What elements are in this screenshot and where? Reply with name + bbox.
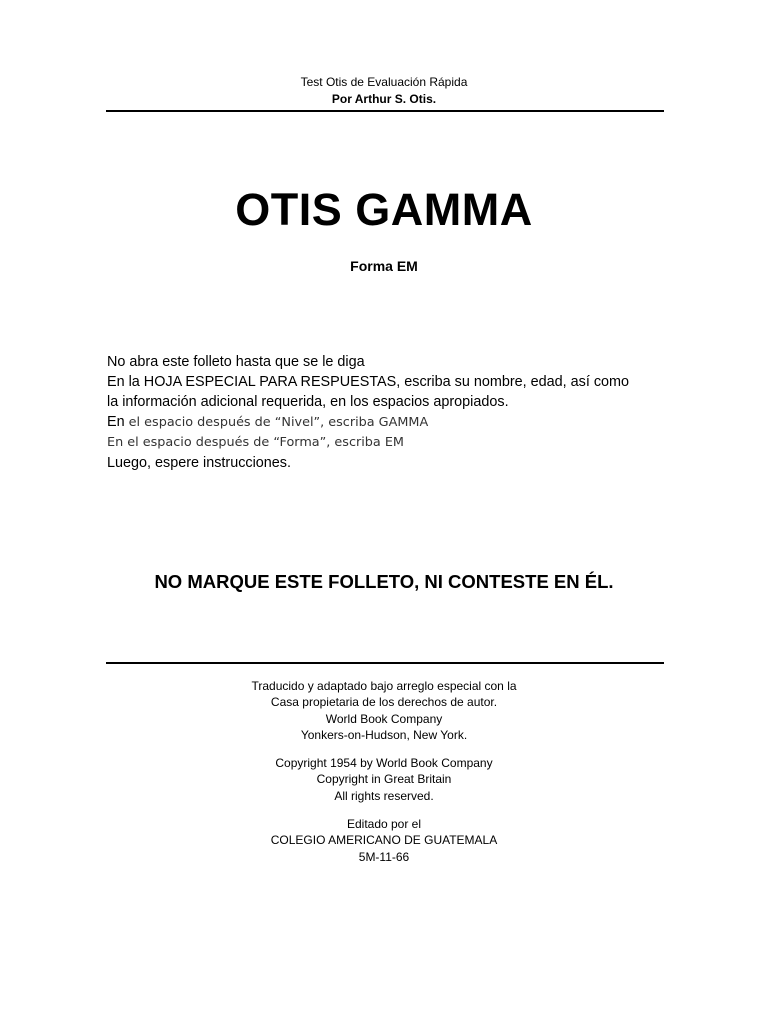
instructions-block (107, 352, 677, 473)
credit-line: COLEGIO AMERICANO DE GUATEMALA (270, 833, 498, 848)
credit-line: Editado por el (346, 817, 422, 832)
credit-line: Copyright in Great Britain (316, 772, 452, 787)
instruction-prefix: En (107, 414, 125, 430)
credit-line: Yonkers-on-Hudson, New York. (300, 727, 468, 742)
instruction-line: En la HOJA ESPECIAL PARA RESPUESTAS, escriba su nombre, edad, así como (107, 374, 630, 390)
credit-line: Casa propietaria de los derechos de autor. (270, 695, 498, 710)
header-line-1: Test Otis de Evaluación Rápida (300, 75, 468, 89)
instruction-line: Luego, espere instrucciones. (107, 455, 291, 471)
credit-line: Copyright 1954 by World Book Company (275, 756, 493, 771)
instruction-text: el espacio después de “Nivel”, escriba GAMMA (124, 415, 429, 430)
credits-section (0, 678, 768, 877)
credit-line: All rights reserved. (334, 788, 434, 803)
warning-notice: NO MARQUE ESTE FOLLETO, NI CONTESTE EN ÉL. (154, 571, 614, 592)
bottom-divider (106, 662, 664, 664)
editor-credits (0, 816, 768, 865)
top-divider (106, 110, 664, 112)
instruction-line: En el espacio después de “Forma”, escriba EM (107, 435, 404, 450)
credit-line: World Book Company (325, 711, 443, 726)
credit-line: Traducido y adaptado bajo arreglo especial con la (251, 679, 517, 693)
instruction-line: No abra este folleto hasta que se le diga (107, 354, 365, 370)
page-title: OTIS GAMMA (235, 184, 533, 235)
form-subtitle: Forma EM (350, 258, 418, 274)
instruction-line: la información adicional requerida, en los espacios apropiados. (107, 394, 509, 410)
header-author: Por Arthur S. Otis. (331, 92, 437, 106)
instruction-line (107, 412, 677, 433)
translation-credits (0, 678, 768, 743)
credit-line: 5M-11-66 (358, 849, 410, 864)
copyright-credits (0, 755, 768, 804)
